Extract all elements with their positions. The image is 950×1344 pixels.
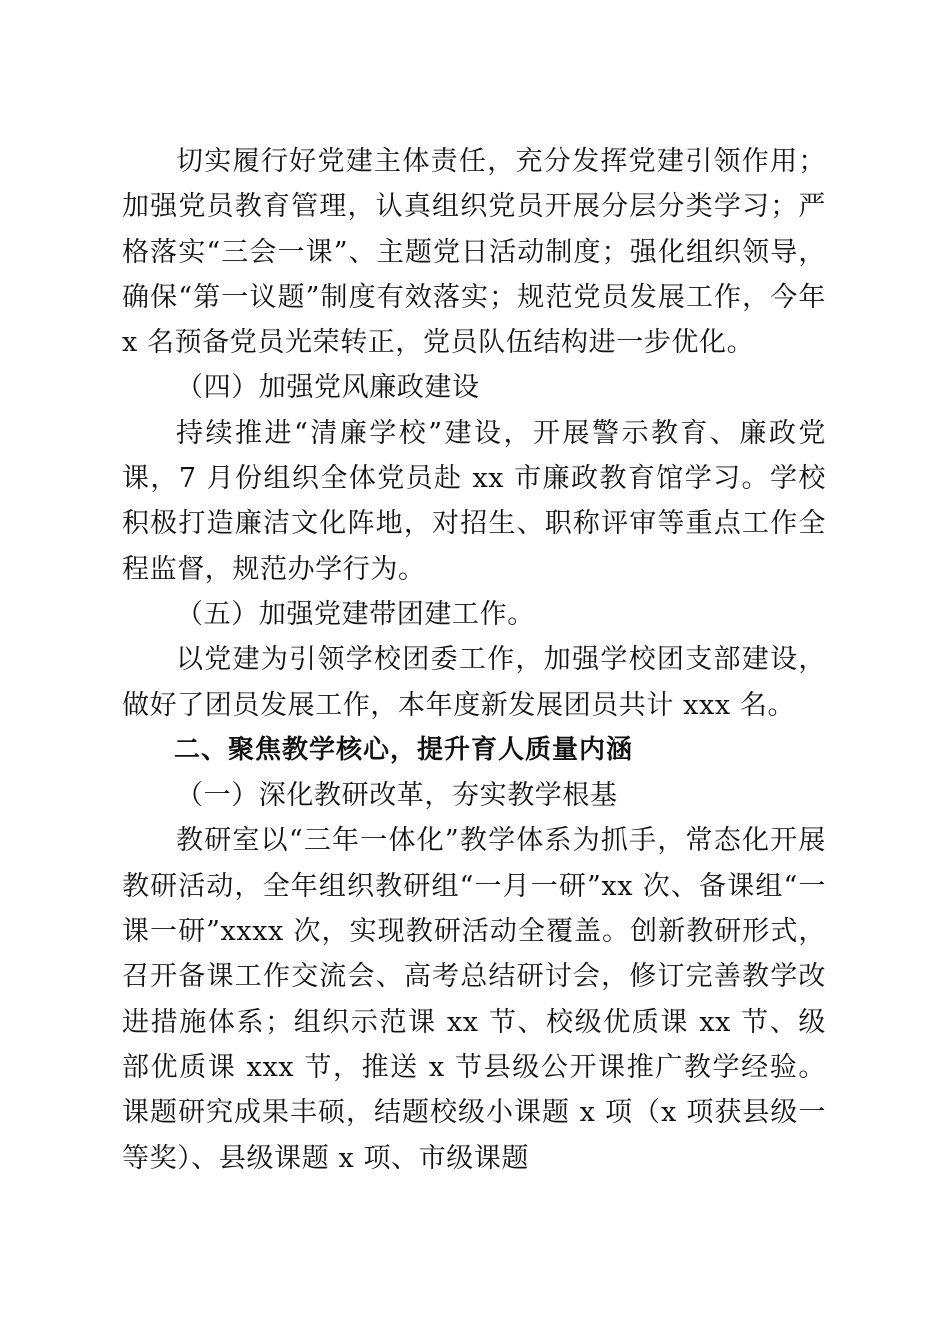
document-body <box>122 139 826 1181</box>
paragraph-teaching-research: 教研室以“三年一体化”教学体系为抓手，常态化开展教研活动，全年组织教研组“一月一研”xx 次、备课组“一课一研”xxxx 次，实现教研活动全覆盖。创新教研形式，召开备课工作交流会、高考总结研讨会，修订完善教学改进措施体系；组织示范课 xx 节、校级优质课 xx 节、级部优质课 xxx 节，推送 x 节县级公开课推广教学经验。课题研究成果丰硕，结题校级小课题 x 项（x 项获县级一等奖）、县级课题 x 项、市级课题 <box>122 825 826 1174</box>
subheading-teaching-research: （一）深化教研改革，夯实教学根基 <box>176 780 618 812</box>
paragraph-clean-school: 持续推进“清廉学校”建设，开展警示教育、廉政党课，7 月份组织全体党员赴 xx 市廉政教育馆学习。学校积极打造廉洁文化阵地，对招生、职称评审等重点工作全程监督，规范办学行为。 <box>122 417 826 585</box>
section-heading-teaching: 二、聚焦教学核心，提升育人质量内涵 <box>174 734 634 765</box>
paragraph-party-building-duties: 切实履行好党建主体责任，充分发挥党建引领作用；加强党员教育管理，认真组织党员开展分层分类学习；严格落实“三会一课”、主题党日活动制度；强化组织领导，确保“第一议题”制度有效落实；规范党员发展工作，今年 x 名预备党员光荣转正，党员队伍结构进一步优化。 <box>122 146 826 359</box>
paragraph-youth-league: 以党建为引领学校团委工作，加强学校团支部建设，做好了团员发展工作，本年度新发展团员共计 xxx 名。 <box>122 644 826 721</box>
subheading-youth-league: （五）加强党建带团建工作。 <box>176 598 535 630</box>
subheading-clean-governance: （四）加强党风廉政建设 <box>176 372 480 404</box>
